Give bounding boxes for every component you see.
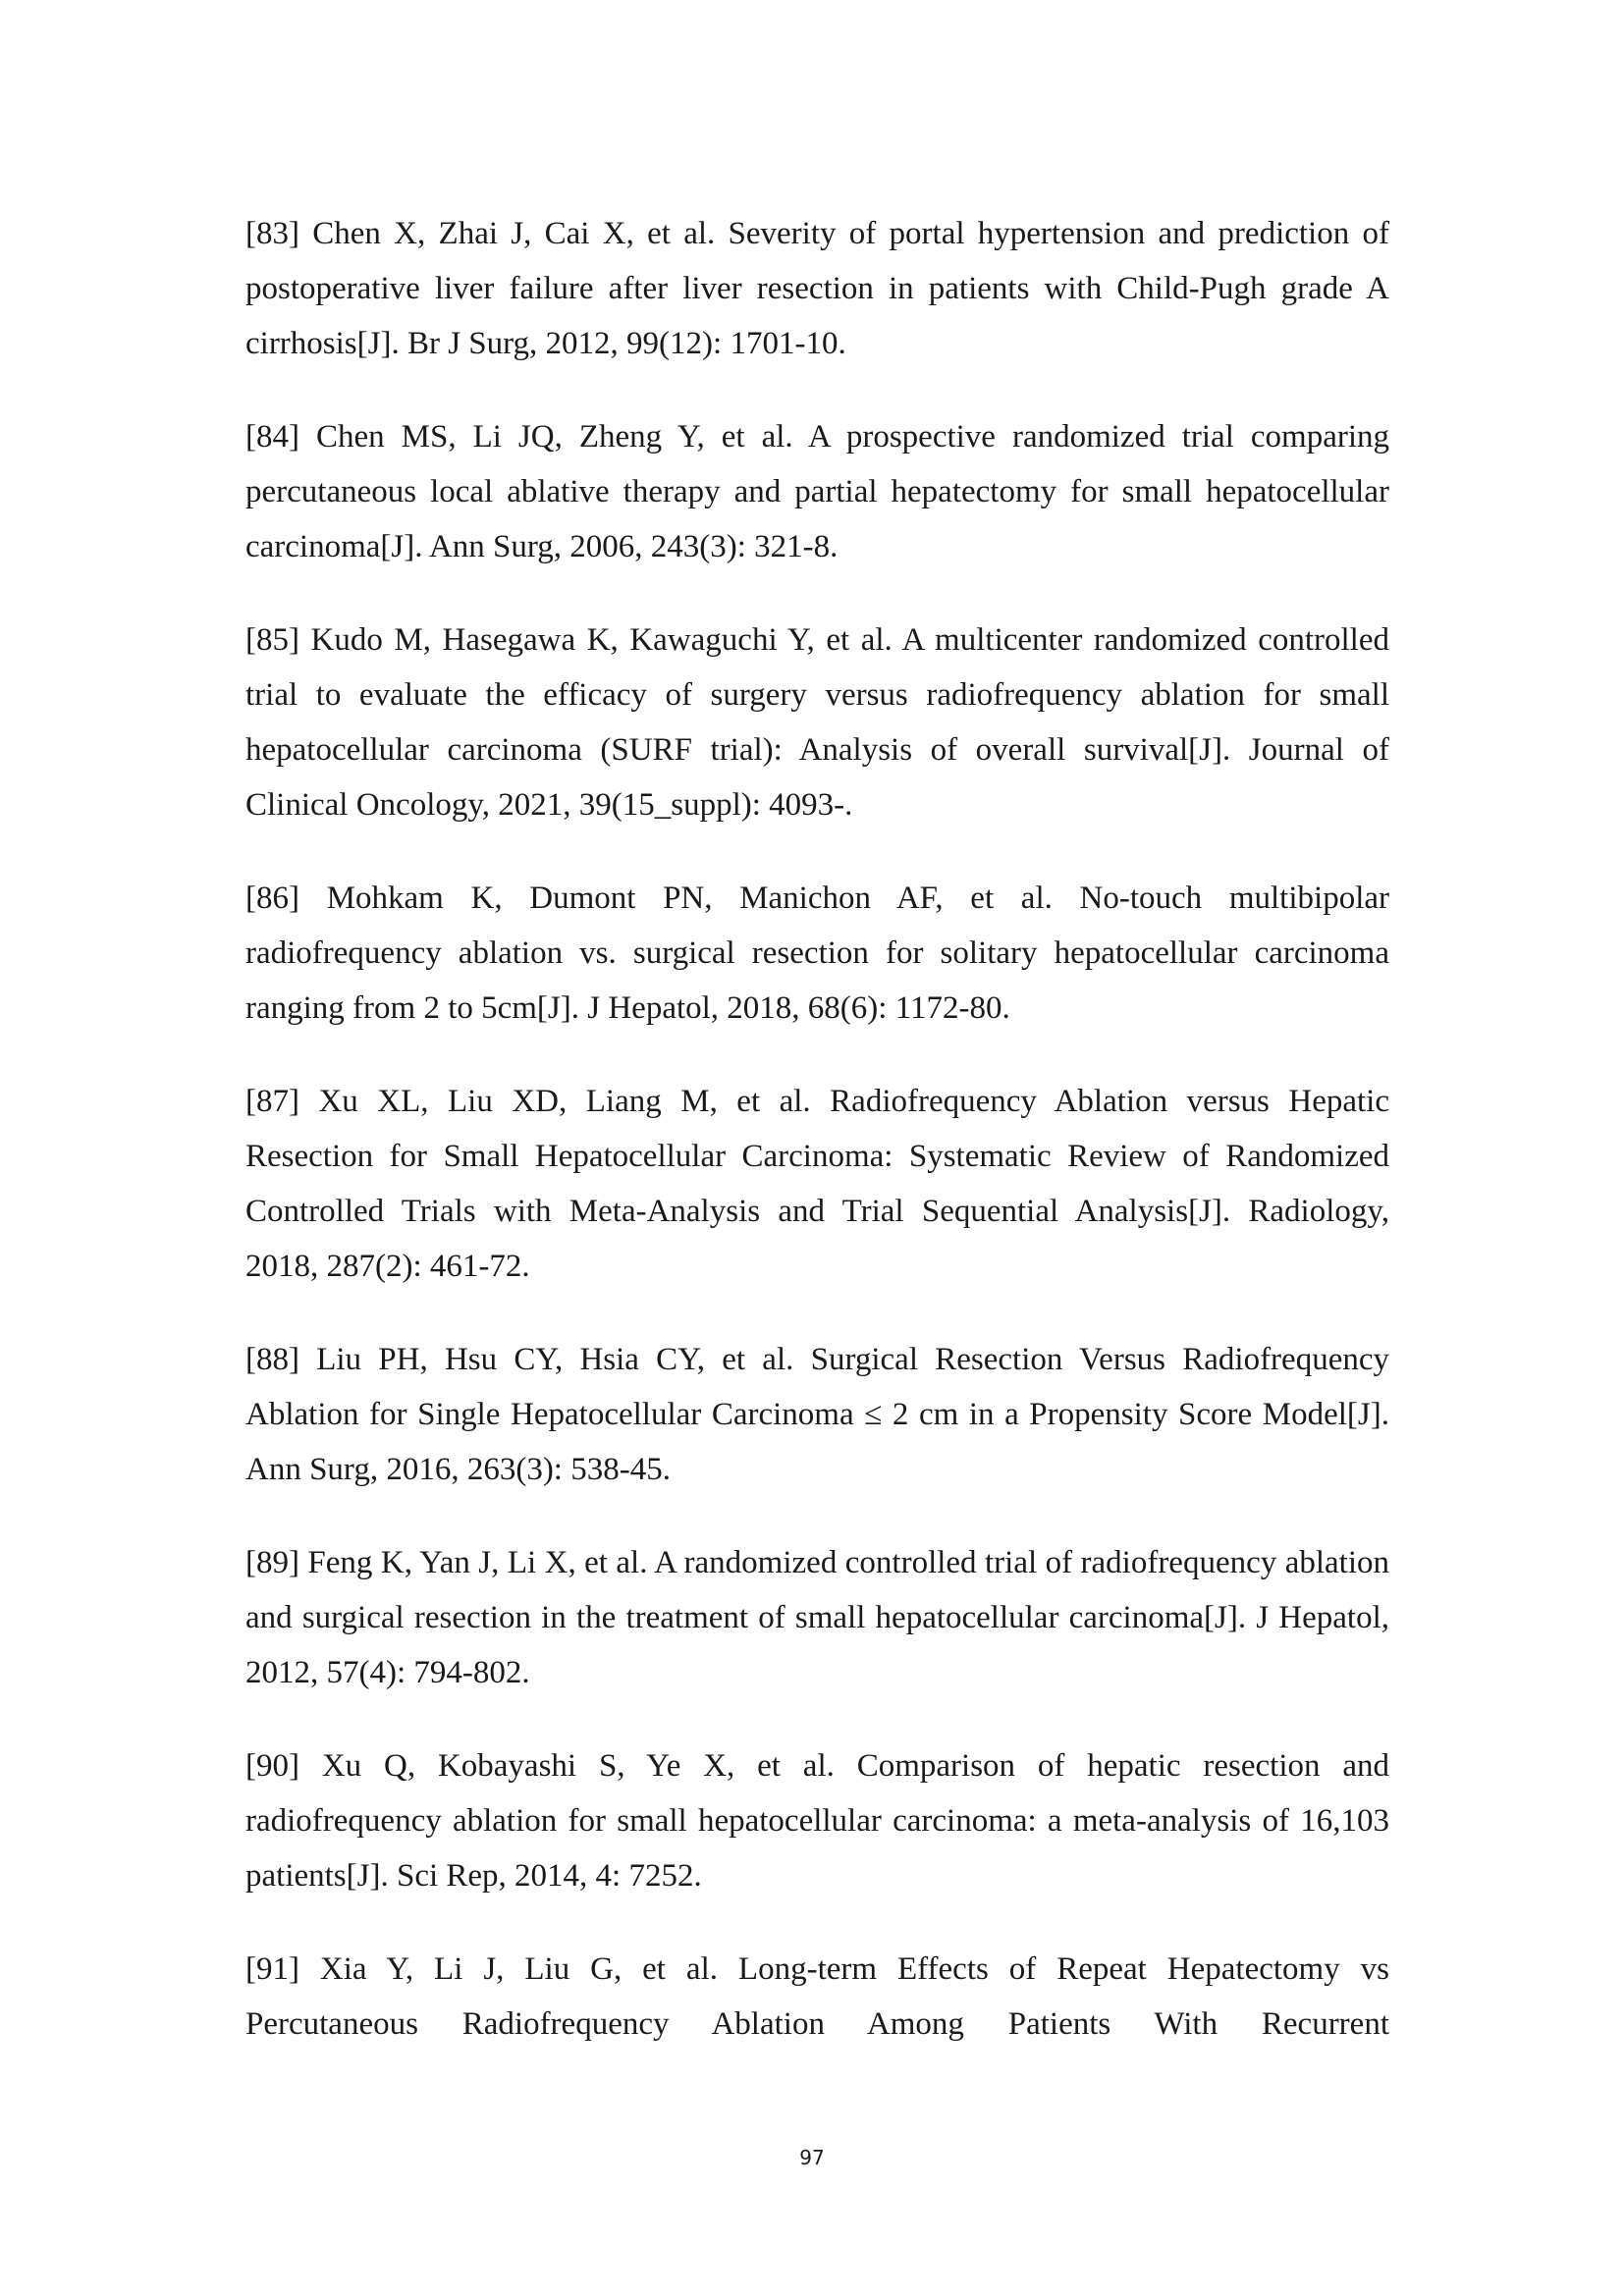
- reference-88: [88] Liu PH, Hsu CY, Hsia CY, et al. Surgical Resection Versus Radiofrequency Ablation for Single Hepatocellular Carcinoma ≤ 2 cm in a Propensity Score Model[J]. Ann Surg, 2016, 263(3): 538-45.: [245, 1342, 1389, 1487]
- reference-87: [87] Xu XL, Liu XD, Liang M, et al. Radiofrequency Ablation versus Hepatic Resection for Small Hepatocellular Carcinoma: Systematic Review of Randomized Controlled Trials with Meta-Analysis and Trial Sequential Analysis[J]. Radiology, 2018, 287(2): 461-72.: [245, 1084, 1389, 1284]
- reference-list: [245, 206, 1389, 2052]
- reference-83: [83] Chen X, Zhai J, Cai X, et al. Severity of portal hypertension and prediction of postoperative liver failure after liver resection in patients with Child-Pugh grade A cirrhosis[J]. Br J Surg, 2012, 99(12): 1701-10.: [245, 216, 1389, 361]
- page-number: 97: [799, 2146, 825, 2169]
- reference-86: [86] Mohkam K, Dumont PN, Manichon AF, et al. No-touch multibipolar radiofrequency ablation vs. surgical resection for solitary hepatocellular carcinoma ranging from 2 to 5cm[J]. J Hepatol, 2018, 68(6): 1172-80.: [245, 881, 1389, 1026]
- reference-85: [85] Kudo M, Hasegawa K, Kawaguchi Y, et al. A multicenter randomized controlled trial to evaluate the efficacy of surgery versus radiofrequency ablation for small hepatocellular carcinoma (SURF trial): Analysis of overall survival[J]. Journal of Clinical Oncology, 2021, 39(15_suppl): 4093-.: [245, 622, 1389, 823]
- reference-89: [89] Feng K, Yan J, Li X, et al. A randomized controlled trial of radiofrequency ablation and surgical resection in the treatment of small hepatocellular carcinoma[J]. J Hepatol, 2012, 57(4): 794-802.: [245, 1545, 1389, 1690]
- reference-91: [91] Xia Y, Li J, Liu G, et al. Long-term Effects of Repeat Hepatectomy vs Percutaneous Radiofrequency Ablation Among Patients With Recurrent: [245, 1951, 1389, 2042]
- reference-84: [84] Chen MS, Li JQ, Zheng Y, et al. A prospective randomized trial comparing percutaneous local ablative therapy and partial hepatectomy for small hepatocellular carcinoma[J]. Ann Surg, 2006, 243(3): 321-8.: [245, 419, 1389, 564]
- reference-90: [90] Xu Q, Kobayashi S, Ye X, et al. Comparison of hepatic resection and radiofrequency ablation for small hepatocellular carcinoma: a meta-analysis of 16,103 patients[J]. Sci Rep, 2014, 4: 7252.: [245, 1748, 1389, 1894]
